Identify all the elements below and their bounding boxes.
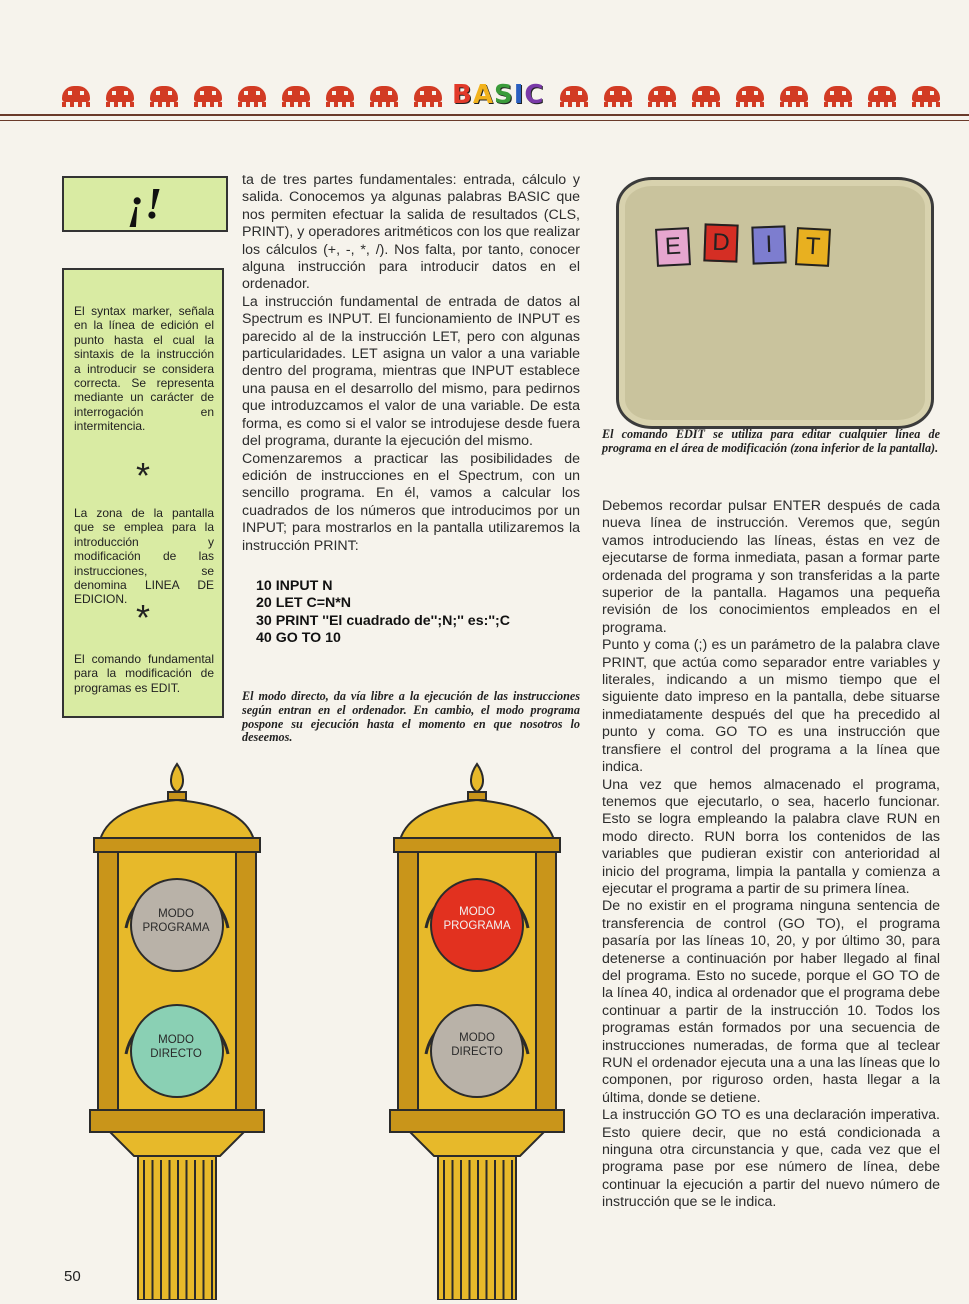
sidebar-paragraph-1: El syntax marker, señala en la línea de edición el punto hasta el cual la sintaxis de la instrucción a introducir se considera correcta. Se representa mediante un carácter de interrogación en intermitencia. [74, 304, 214, 434]
lamp-label-line: MODO [158, 1034, 194, 1046]
middle-paragraph-1: ta de tres partes fundamentales: entrada, cálculo y salida. Conocemos ya algunas palabras BASIC que nos permiten efectuar la salida de resultados (CLS, PRINT), y operadores aritméticos con los que realizar los cálculos (+, -, *, /). Nos falta, por tanto, conocer alguna instrucción para introducir datos en el ordenador. [242, 172, 580, 293]
sidebar-asterisk-2: * [135, 597, 150, 638]
finial-base [468, 792, 486, 800]
basic-logo-letter: I [513, 80, 525, 110]
finial-base [168, 792, 186, 800]
lamp-label-line: MODO [158, 908, 194, 920]
edit-letter-e: E [655, 227, 691, 267]
header-rule-bottom [0, 120, 969, 121]
edit-letter-d: D [703, 223, 738, 262]
lamp-label-line: DIRECTO [150, 1048, 202, 1060]
lamp-label-line: DIRECTO [451, 1046, 503, 1058]
sidebar-heading: ¡! [127, 179, 163, 228]
finial [471, 764, 483, 792]
basic-logo-letter: B [452, 80, 473, 110]
middle-paragraph-2: La instrucción fundamental de entrada de datos al Spectrum es INPUT. El funcionamiento de INPUT es parecido al de la instrucción LET, pero con algunas particularidades. LET asigna un valor a una variable dentro del programa, mientras que INPUT establece una pausa en el desarrollo del mismo, para pedirnos que introduzcamos el valor de una variable. De esta forma, es como si el valor se introdujese desde fuera del programa, durante la ejecución del mismo. [242, 293, 580, 450]
sidebar-asterisk-1: * [135, 455, 150, 496]
invader-icon [604, 86, 632, 102]
right-paragraph-3: Una vez que hemos almacenado el programa, tenemos que ejecutarlo, o sea, hacerlo funcionar. Esto se logra empleando la palabra clave RUN en modo directo. RUN borra los contenidos de las variables que pudieran existir con anterioridad al inicio del programa, limpia la pantalla y comienza a ejecutar el programa a partir de su primera línea. [602, 776, 940, 897]
basic-logo-letter: S [493, 80, 514, 110]
traffic-lights-illustration [80, 760, 600, 1300]
invader-icon [414, 86, 442, 102]
base-taper [410, 1132, 544, 1156]
edit-caption: El comando EDIT se utiliza para editar cualquier línea de programa en el área de modificación (zona inferior de la pantalla). [602, 427, 940, 455]
lamp-label-modo-directo-left [136, 1033, 216, 1061]
body-side [398, 852, 418, 1110]
sidebar-note-box [62, 268, 224, 718]
base-taper [110, 1132, 244, 1156]
finial [171, 764, 183, 792]
right-column [602, 498, 940, 1212]
invader-icon [370, 86, 398, 102]
tv-screen-illustration [616, 177, 934, 429]
invader-icon [62, 86, 90, 102]
right-paragraph-4: De no existir en el programa ninguna sentencia de transferencia de control (GO TO), el programa pasaría por las líneas 10, 20, y por último 30, para detenerse a continuación por haber llegado al final del programa. Esto no sucede, porque el GO TO de la línea 40, indica al ordenador que el programa debe continuar a partir de la instrucción 10. Todos los programas están formados por una secuencia de instrucciones numeradas, de forma que al teclear RUN el ordenador ejecuta una a una las líneas que lo componen, por riguroso orden, hasta llegar a la última, donde se detiene. [602, 898, 940, 1106]
edit-letter-t: T [795, 227, 831, 267]
lamp-label-line: MODO [459, 1032, 495, 1044]
dome [400, 800, 554, 840]
lamp-label-line: PROGRAMA [443, 920, 511, 932]
invader-icon [150, 86, 178, 102]
cornice [394, 838, 560, 852]
lamp-label-line: PROGRAMA [142, 922, 210, 934]
sidebar-heading-box [62, 176, 228, 232]
page-number: 50 [64, 1268, 81, 1285]
invader-icon [824, 86, 852, 102]
body-side [536, 852, 556, 1110]
invader-icon [106, 86, 134, 102]
invader-icon [868, 86, 896, 102]
header-rule-top [0, 114, 969, 116]
lamp-label-modo-directo-right [437, 1031, 517, 1059]
code-listing [256, 578, 510, 648]
invader-icon [780, 86, 808, 102]
invader-icon [194, 86, 222, 102]
sidebar-paragraph-2: La zona de la pantalla que se emplea para la introducción y modificación de las instrucciones, se denomina LINEA DE EDICION. [74, 506, 214, 607]
lamp-label-modo-programa-left [136, 907, 216, 935]
middle-paragraph-3: Comenzaremos a practicar las posibilidades de edición de instrucciones en el Spectrum, con un sencillo programa. En él, vamos a calcular los cuadrados de los números que introducimos por un INPUT; para mostrarlos en la pantalla utilizaremos la instrucción PRINT: [242, 450, 580, 554]
base-ledge [90, 1110, 264, 1132]
code-line: 30 PRINT ''El cuadrado de'';N;'' es:'';C [256, 612, 511, 629]
right-paragraph-1: Debemos recordar pulsar ENTER después de cada nueva línea de instrucción. Veremos que, según vamos introduciendo las líneas, éstas en vez de ejecutarse de forma inmediata, pasan a formar parte ordenada del programa y son transferidas a la parte superior de la pantalla. Hagamos una pequeña revisión de los conocimientos empleados en el programa. [602, 498, 940, 636]
lamp-label-modo-programa-right [437, 905, 517, 933]
code-line: 20 LET C=N*N [256, 595, 352, 612]
invader-icon [326, 86, 354, 102]
basic-logo [452, 80, 544, 110]
invader-icon [692, 86, 720, 102]
middle-column [242, 172, 580, 555]
invader-icon [238, 86, 266, 102]
basic-logo-letter: A [472, 80, 494, 110]
right-paragraph-5: La instrucción GO TO es una declaración imperativa. Esto quiere decir, que no está condicionada a ninguna otra circunstancia y que, cada vez que el programa pase por ese número de línea, debe continuar la ejecución a partir del nuevo número de instrucción que se le indica. [602, 1107, 940, 1211]
body-side [236, 852, 256, 1110]
dome [100, 800, 254, 840]
base-ledge [390, 1110, 564, 1132]
invader-icon [282, 86, 310, 102]
edit-letter-i: I [751, 225, 786, 264]
code-line: 40 GO TO 10 [256, 630, 341, 647]
traffic-light-caption: El modo directo, da vía libre a la ejecución de las instrucciones según entran en el ordenador. En cambio, el modo programa pospone su ejecución hasta el momento en que nosotros lo deseemos. [242, 689, 580, 745]
lamp-label-line: MODO [459, 906, 495, 918]
right-paragraph-2: Punto y coma (;) es un parámetro de la palabra clave PRINT, que actúa como separador entre variables y literales, indicando a un mismo tiempo que el siguiente dato impreso en la pantalla, debe situarse inmediatamente después del que ha precedido al punto y coma. GO TO es una instrucción que transfiere el control del programa a la línea que indica. [602, 637, 940, 776]
basic-logo-letter: C [524, 80, 545, 110]
traffic-light-left [90, 764, 264, 1300]
invader-icon [560, 86, 588, 102]
body-side [98, 852, 118, 1110]
cornice [94, 838, 260, 852]
code-line: 10 INPUT N [256, 578, 333, 594]
invader-icon [736, 86, 764, 102]
invader-icon [648, 86, 676, 102]
sidebar-paragraph-3: El comando fundamental para la modificación de programas es EDIT. [74, 652, 214, 695]
invader-icon [912, 86, 940, 102]
